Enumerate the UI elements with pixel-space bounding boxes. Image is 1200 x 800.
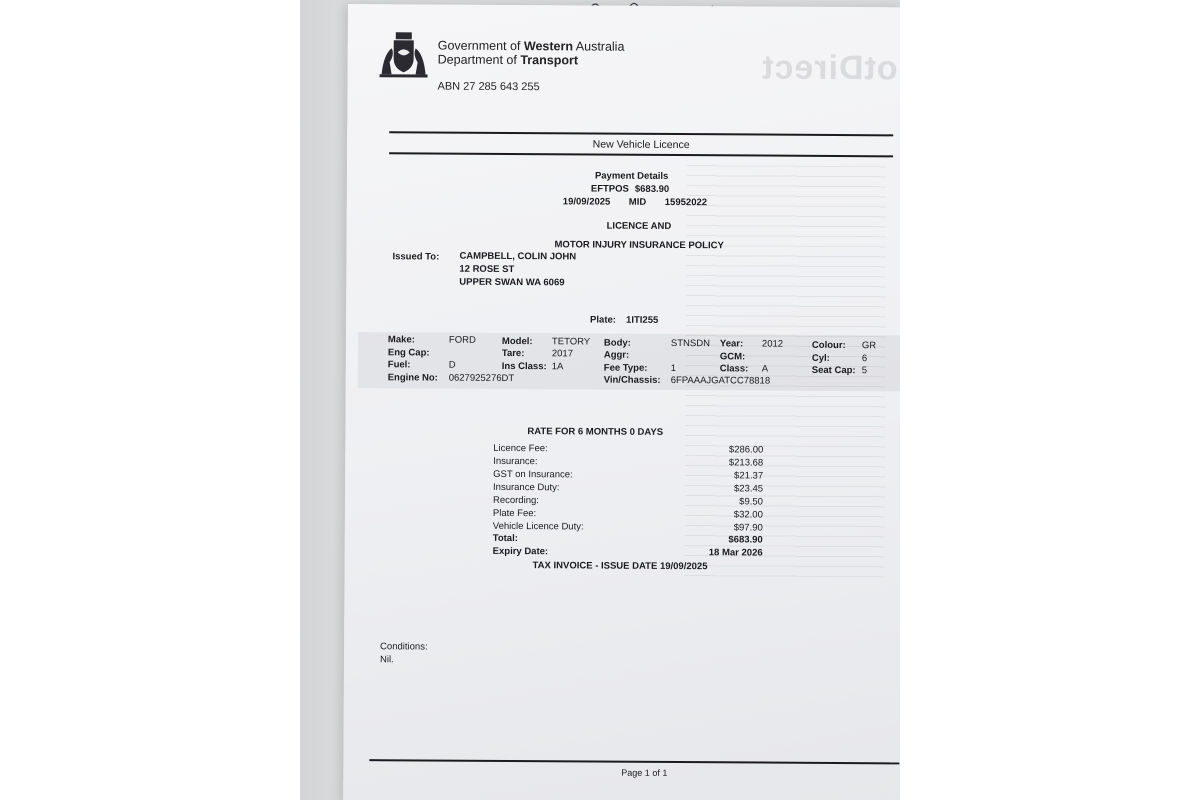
vin-label: Vin/Chassis: <box>603 374 661 386</box>
payment-date: 19/09/2025 <box>562 196 611 208</box>
heading-line-1: LICENCE AND <box>606 220 672 232</box>
model-value: TETORY <box>551 336 591 348</box>
payment-heading: Payment Details <box>594 170 669 182</box>
aggr-label: Aggr: <box>603 349 630 361</box>
cyl-label: Cyl: <box>811 352 830 364</box>
fee-value: $21.37 <box>734 470 764 482</box>
plate-value: 1ITI255 <box>626 314 659 326</box>
vin-value: 6FPAAAJGATCC78818 <box>670 374 771 387</box>
fee-row <box>493 456 763 469</box>
issued-to-label: Issued To: <box>392 251 440 263</box>
wa-coat-of-arms-icon <box>376 30 432 80</box>
bleed-through-text: otDirect <box>761 48 898 88</box>
fee-value: $9.50 <box>739 496 763 508</box>
insclass-value: 1A <box>551 361 564 373</box>
mid-label: MID <box>628 196 647 208</box>
model-label: Model: <box>501 335 533 348</box>
title-rule <box>389 152 893 157</box>
feetype-label: Fee Type: <box>603 362 648 374</box>
engcap-label: Eng Cap: <box>387 347 430 359</box>
gov-state: Western <box>523 39 574 54</box>
make-value: FORD <box>448 334 476 346</box>
heading-line-2: MOTOR INJURY INSURANCE POLICY <box>554 239 724 252</box>
total-label: Total: <box>492 532 518 545</box>
fee-row <box>493 508 763 521</box>
fee-label: Vehicle Licence Duty: <box>492 520 584 533</box>
fee-row <box>493 495 763 508</box>
fuel-label: Fuel: <box>387 359 411 371</box>
photo-background <box>300 0 900 800</box>
fuel-value: D <box>448 359 456 371</box>
fee-label: Insurance: <box>493 455 538 468</box>
fee-row <box>493 469 763 482</box>
feetype-value: 1 <box>670 362 677 375</box>
engine-label: Engine No: <box>387 372 438 384</box>
issued-suburb: UPPER SWAN WA 6069 <box>459 276 565 289</box>
expiry-value: 18 Mar 2026 <box>708 547 763 559</box>
year-value: 2012 <box>761 338 784 350</box>
fee-value: $286.00 <box>728 444 764 456</box>
abn: ABN 27 285 643 255 <box>437 80 540 94</box>
government-header <box>438 39 625 68</box>
fee-value: $23.45 <box>733 483 764 495</box>
dept-prefix: Department of <box>437 52 517 68</box>
fee-label: Insurance Duty: <box>493 481 560 494</box>
body-value: STNSDN <box>670 337 711 350</box>
gcm-label: GCM: <box>719 351 746 363</box>
make-label: Make: <box>387 334 415 346</box>
page-number: Page 1 of 1 <box>621 767 668 778</box>
gov-suffix: Australia <box>575 39 625 54</box>
fee-label: Licence Fee: <box>493 442 548 455</box>
colour-value: GR <box>861 340 877 352</box>
conditions-label: Conditions: <box>380 641 428 653</box>
total-row <box>493 533 763 546</box>
cyl-value: 6 <box>861 353 868 365</box>
issued-street: 12 ROSE ST <box>459 263 515 276</box>
expiry-row <box>493 546 763 559</box>
fee-value: $213.68 <box>728 457 764 469</box>
footer-rule <box>369 759 899 764</box>
tax-invoice: TAX INVOICE - ISSUE DATE 19/09/2025 <box>532 560 708 573</box>
payment-amount: $683.90 <box>634 183 670 195</box>
colour-label: Colour: <box>811 339 846 352</box>
class-value: A <box>761 363 769 375</box>
document-title: New Vehicle Licence <box>592 138 690 152</box>
insclass-label: Ins Class: <box>501 360 547 373</box>
fee-row <box>493 482 763 495</box>
gov-prefix: Government of <box>437 38 521 54</box>
total-value: $683.90 <box>728 534 763 546</box>
fee-label: Recording: <box>492 494 539 507</box>
licence-document <box>343 4 900 800</box>
issued-name: CAMPBELL, COLIN JOHN <box>459 250 577 263</box>
engine-value: 0627925276DT <box>448 372 515 385</box>
body-label: Body: <box>603 337 631 349</box>
tare-value: 2017 <box>551 348 574 360</box>
fee-value: $32.00 <box>733 509 763 521</box>
year-label: Year: <box>719 338 744 350</box>
expiry-label: Expiry Date: <box>492 545 549 558</box>
seatcap-label: Seat Cap: <box>811 364 856 377</box>
mid-value: 15952022 <box>664 196 708 209</box>
fee-row <box>493 521 763 534</box>
fee-label: GST on Insurance: <box>493 468 573 481</box>
class-label: Class: <box>719 363 749 375</box>
fee-label: Plate Fee: <box>492 507 537 520</box>
payment-method: EFTPOS <box>590 183 629 195</box>
rate-heading: RATE FOR 6 MONTHS 0 DAYS <box>527 426 664 438</box>
fee-value: $97.90 <box>733 522 763 534</box>
conditions-value: Nil. <box>379 654 394 666</box>
dept-name: Transport <box>520 53 579 68</box>
plate-label: Plate: <box>590 314 616 326</box>
fee-row <box>493 443 763 456</box>
tare-label: Tare: <box>501 347 525 360</box>
seatcap-value: 5 <box>861 365 868 377</box>
